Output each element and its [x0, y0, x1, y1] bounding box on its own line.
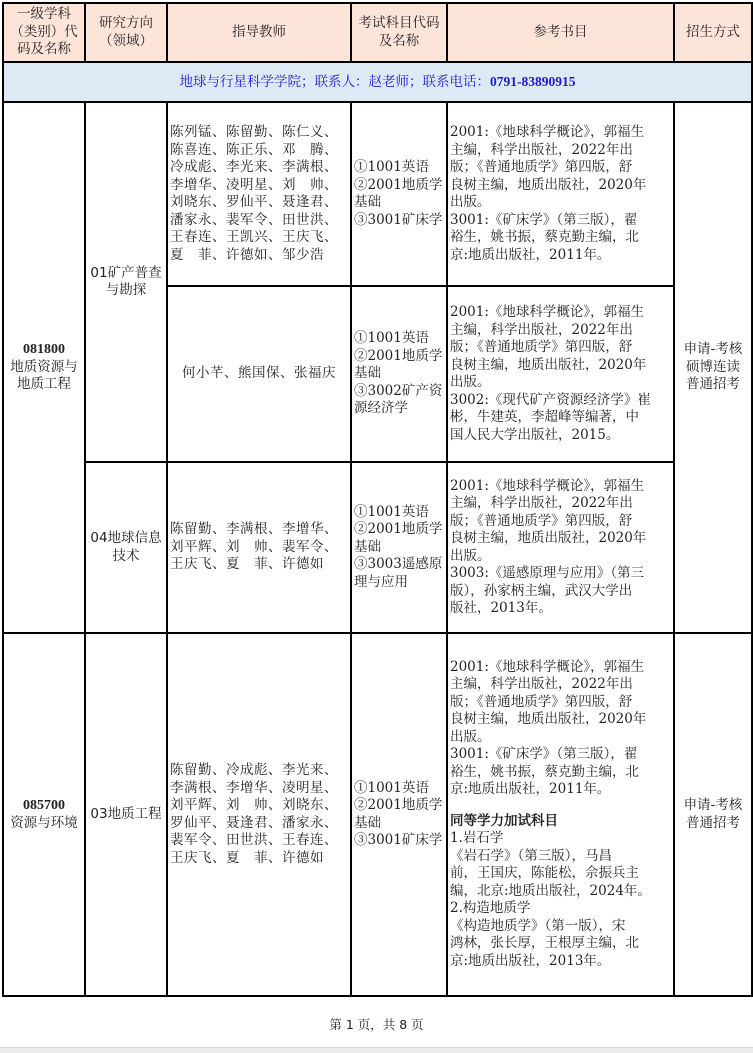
- books-cell: 2001:《地球科学概论》，郭福生 主编，科学出版社，2022年出 版；《普通地质学》第四版，舒 良树主编，地质出版社，2020年 出版。 3002:《现代矿产资源经济学》崔 彬，牛建英，李超峰等编著，中 国人民大学出版社，2015。: [447, 286, 674, 462]
- header-teachers: 指导教师: [167, 3, 351, 62]
- header-books: 参考书目: [447, 3, 674, 62]
- header-discipline: 一级学科 （类别）代 码及名称: [3, 3, 85, 62]
- direction-cell: 04地球信息 技术: [85, 462, 167, 633]
- discipline-cell: 085700 资源与环境: [3, 633, 85, 996]
- header-row: [3, 3, 752, 62]
- exams-cell: ①1001英语 ②2001地质学 基础 ③3003遥感原 理与应用: [351, 462, 447, 633]
- direction-cell: 01矿产普查 与勘探: [85, 102, 167, 462]
- contact-label: 地球与行星科学学院；联系人：赵老师；联系电话：: [179, 73, 490, 90]
- viewer-bottom-bar: [0, 1047, 753, 1053]
- books-cell: 2001:《地球科学概论》，郭福生 主编，科学出版社，2022年出 版；《普通地质学》第四版，舒 良树主编，地质出版社，2020年 出版。 3003:《遥感原理与应用》（第三 版），孙家柄主编，武汉大学出 版社，2013年。: [447, 462, 674, 633]
- teachers-cell: 陈列锰、陈留勤、陈仁义、 陈喜连、陈正乐、邓 腾、 冷成彪、李光来、李满根、 李增华、凌明星、刘 帅、 刘晓东、罗仙平、聂逢君、 潘家永、裴军令、田世洪、 王春连、王凯兴、王庆飞、 夏 菲、许德如、邹少浩: [167, 102, 351, 286]
- header-exams: 考试科目代码 及名称: [351, 3, 447, 62]
- page-indicator: 第 1 页，共 8 页: [329, 1017, 424, 1032]
- teachers-cell: 陈留勤、冷成彪、李光来、 李满根、李增华、凌明星、 刘平辉、刘 帅、刘晓东、 罗仙平、聂逢君、潘家永、 裴军令、田世洪、王春连、 王庆飞、夏 菲、许德如: [167, 633, 351, 996]
- books-cell: 2001:《地球科学概论》，郭福生 主编，科学出版社，2022年出 版；《普通地质学》第四版，舒 良树主编，地质出版社，2020年 出版。 3001:《矿床学》（第三版），翟 裕生，姚书振，蔡克勤主编，北 京:地质出版社，2011年。: [447, 102, 674, 286]
- header-direction: 研究方向 （领域）: [85, 3, 167, 62]
- contact-row: [3, 62, 752, 102]
- table-row: [3, 102, 752, 286]
- admission-cell: 申请-考核 普通招考: [674, 633, 752, 996]
- direction-cell: 03地质工程: [85, 633, 167, 996]
- books-cell: 2001:《地球科学概论》，郭福生 主编，科学出版社，2022年出 版；《普通地质学》第四版，舒 良树主编，地质出版社，2020年 出版。 3001:《矿床学》（第三版），翟 裕生，姚书振，蔡克勤主编，北 京:地质出版社，2011年。 同等学力加试科目 1.岩石学 《岩石学》（第三版），马昌 前，王国庆，陈能松，佘振兵主 编，北京:地质出版社，2024年。 2.构造地质学 《构造地质学》（第一版），宋 鸿林，张长厚，王根厚主编，北 京:地质出版社，2013年。: [447, 633, 674, 996]
- contact-info: [3, 62, 752, 102]
- header-admission: 招生方式: [674, 3, 752, 62]
- teachers-cell: 陈留勤、李满根、李增华、 刘平辉、刘 帅、裴军令、 王庆飞、夏 菲、许德如: [167, 462, 351, 633]
- exams-cell: ①1001英语 ②2001地质学 基础 ③3002矿产资 源经济学: [351, 286, 447, 462]
- equivalent-exam-title: 同等学力加试科目: [450, 812, 558, 829]
- admission-cell: 申请-考核 硕博连读 普通招考: [674, 102, 752, 633]
- discipline-cell: 081800 地质资源与 地质工程: [3, 102, 85, 633]
- table-row: [3, 462, 752, 633]
- table-row: [3, 633, 752, 996]
- teachers-cell: 何小芊、熊国保、张福庆: [167, 286, 351, 462]
- contact-phone: 0791-83890915: [490, 73, 576, 89]
- exams-cell: ①1001英语 ②2001地质学 基础 ③3001矿床学: [351, 102, 447, 286]
- admissions-table: [2, 2, 753, 997]
- exams-cell: ①1001英语 ②2001地质学 基础 ③3001矿床学: [351, 633, 447, 996]
